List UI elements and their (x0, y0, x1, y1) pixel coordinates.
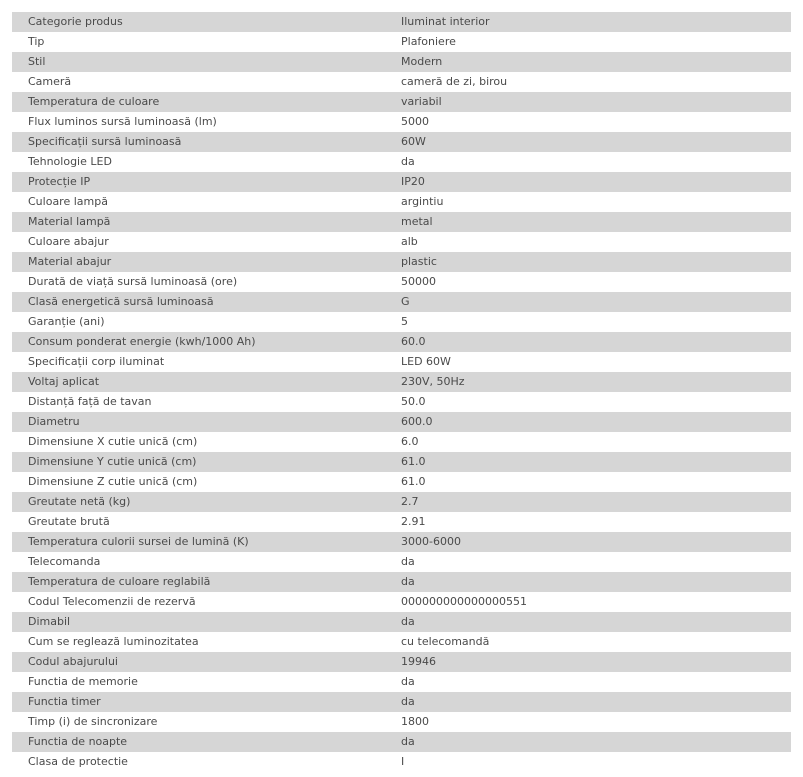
spec-value: 60.0 (385, 332, 791, 352)
spec-value: 230V, 50Hz (385, 372, 791, 392)
spec-row (12, 572, 791, 592)
spec-label: Functia de memorie (12, 672, 385, 692)
spec-value: 6.0 (385, 432, 791, 452)
spec-label: Temperatura de culoare reglabilă (12, 572, 385, 592)
spec-row (12, 512, 791, 532)
spec-value: 61.0 (385, 472, 791, 492)
spec-row (12, 632, 791, 652)
spec-label: Cameră (12, 72, 385, 92)
spec-row (12, 652, 791, 672)
spec-table-body (12, 12, 791, 772)
spec-row (12, 252, 791, 272)
spec-row (12, 672, 791, 692)
spec-row (12, 52, 791, 72)
spec-value: variabil (385, 92, 791, 112)
spec-row (12, 612, 791, 632)
spec-label: Cum se reglează luminozitatea (12, 632, 385, 652)
spec-row (12, 272, 791, 292)
spec-value: Plafoniere (385, 32, 791, 52)
spec-value: 600.0 (385, 412, 791, 432)
spec-value: Iluminat interior (385, 12, 791, 32)
spec-label: Protecție IP (12, 172, 385, 192)
spec-row (12, 452, 791, 472)
spec-value: plastic (385, 252, 791, 272)
spec-label: Greutate netă (kg) (12, 492, 385, 512)
spec-label: Tip (12, 32, 385, 52)
spec-label: Tehnologie LED (12, 152, 385, 172)
spec-label: Functia de noapte (12, 732, 385, 752)
spec-row (12, 552, 791, 572)
spec-row (12, 592, 791, 612)
spec-row (12, 132, 791, 152)
spec-row (12, 332, 791, 352)
spec-row (12, 72, 791, 92)
spec-value: metal (385, 212, 791, 232)
spec-value: 50000 (385, 272, 791, 292)
spec-label: Temperatura de culoare (12, 92, 385, 112)
spec-label: Codul Telecomenzii de rezervă (12, 592, 385, 612)
spec-label: Material abajur (12, 252, 385, 272)
spec-value: 2.91 (385, 512, 791, 532)
spec-value: da (385, 732, 791, 752)
spec-value: 1800 (385, 712, 791, 732)
spec-label: Material lampă (12, 212, 385, 232)
spec-label: Clasa de protectie (12, 752, 385, 772)
spec-value: 3000-6000 (385, 532, 791, 552)
spec-label: Telecomanda (12, 552, 385, 572)
product-specifications-table (12, 12, 791, 772)
spec-label: Dimensiune X cutie unică (cm) (12, 432, 385, 452)
spec-row (12, 292, 791, 312)
spec-value: 61.0 (385, 452, 791, 472)
spec-row (12, 692, 791, 712)
spec-row (12, 112, 791, 132)
spec-label: Codul abajurului (12, 652, 385, 672)
spec-row (12, 752, 791, 772)
spec-label: Categorie produs (12, 12, 385, 32)
spec-label: Voltaj aplicat (12, 372, 385, 392)
spec-value: Modern (385, 52, 791, 72)
spec-row (12, 732, 791, 752)
spec-value: alb (385, 232, 791, 252)
spec-label: Dimensiune Y cutie unică (cm) (12, 452, 385, 472)
spec-value: 19946 (385, 652, 791, 672)
spec-row (12, 492, 791, 512)
spec-row (12, 372, 791, 392)
spec-row (12, 352, 791, 372)
spec-row (12, 412, 791, 432)
spec-label: Garanție (ani) (12, 312, 385, 332)
spec-row (12, 92, 791, 112)
spec-value: 60W (385, 132, 791, 152)
spec-value: cu telecomandă (385, 632, 791, 652)
spec-label: Specificații sursă luminoasă (12, 132, 385, 152)
spec-row (12, 312, 791, 332)
spec-label: Flux luminos sursă luminoasă (lm) (12, 112, 385, 132)
spec-value: da (385, 672, 791, 692)
spec-label: Greutate brută (12, 512, 385, 532)
spec-value: da (385, 572, 791, 592)
spec-label: Dimabil (12, 612, 385, 632)
spec-label: Culoare lampă (12, 192, 385, 212)
spec-label: Specificații corp iluminat (12, 352, 385, 372)
spec-row (12, 232, 791, 252)
spec-label: Functia timer (12, 692, 385, 712)
spec-value: da (385, 152, 791, 172)
spec-label: Clasă energetică sursă luminoasă (12, 292, 385, 312)
spec-row (12, 192, 791, 212)
spec-value: cameră de zi, birou (385, 72, 791, 92)
spec-row (12, 32, 791, 52)
spec-row (12, 172, 791, 192)
spec-label: Dimensiune Z cutie unică (cm) (12, 472, 385, 492)
spec-label: Diametru (12, 412, 385, 432)
spec-value: argintiu (385, 192, 791, 212)
spec-value: IP20 (385, 172, 791, 192)
spec-value: LED 60W (385, 352, 791, 372)
spec-row (12, 712, 791, 732)
spec-value: 50.0 (385, 392, 791, 412)
spec-value: da (385, 692, 791, 712)
spec-value: da (385, 612, 791, 632)
spec-row (12, 152, 791, 172)
spec-row (12, 532, 791, 552)
spec-value: 5000 (385, 112, 791, 132)
spec-value: 000000000000000551 (385, 592, 791, 612)
spec-label: Stil (12, 52, 385, 72)
spec-value: I (385, 752, 791, 772)
spec-row (12, 432, 791, 452)
spec-label: Distanță față de tavan (12, 392, 385, 412)
spec-label: Culoare abajur (12, 232, 385, 252)
spec-row (12, 392, 791, 412)
spec-row (12, 212, 791, 232)
spec-row (12, 472, 791, 492)
spec-label: Timp (i) de sincronizare (12, 712, 385, 732)
spec-label: Temperatura culorii sursei de lumină (K) (12, 532, 385, 552)
spec-label: Consum ponderat energie (kwh/1000 Ah) (12, 332, 385, 352)
spec-label: Durată de viață sursă luminoasă (ore) (12, 272, 385, 292)
spec-value: da (385, 552, 791, 572)
spec-value: G (385, 292, 791, 312)
spec-value: 5 (385, 312, 791, 332)
spec-value: 2.7 (385, 492, 791, 512)
spec-row (12, 12, 791, 32)
